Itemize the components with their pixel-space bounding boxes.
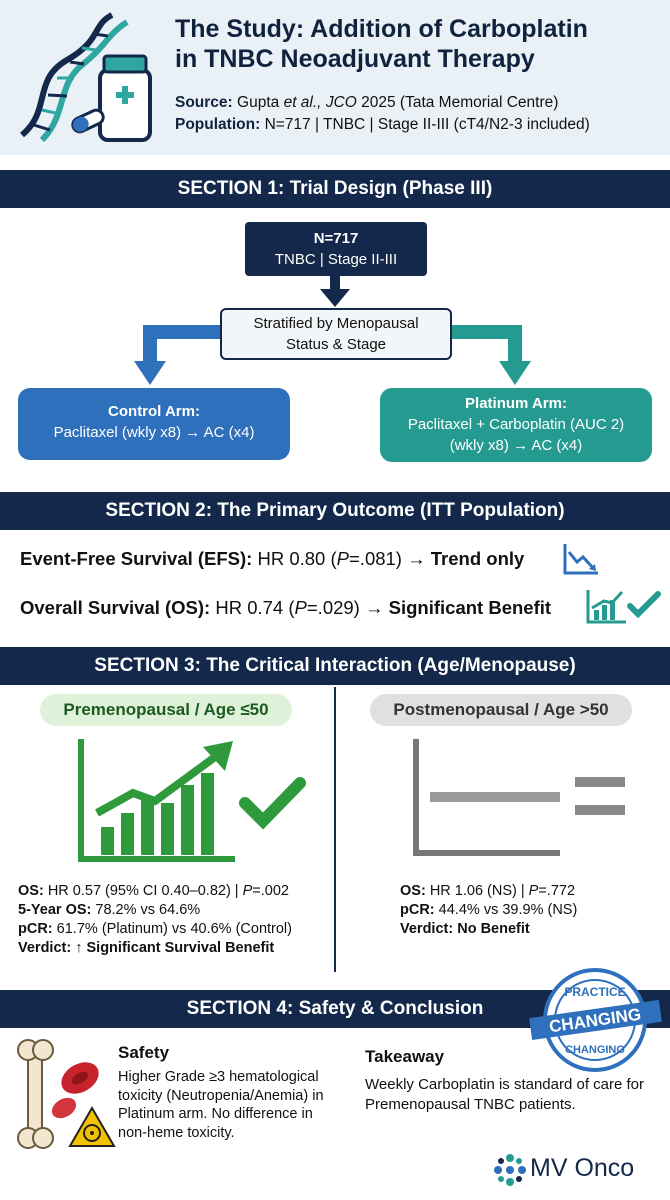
- platinum-arm-regimen-1: Paclitaxel + Carboplatin (AUC 2): [407, 416, 625, 433]
- bone-icon: [18, 1040, 53, 1148]
- stamp-bottom-text: CHANGING: [565, 1044, 625, 1056]
- source-authors: Gupta: [237, 94, 280, 111]
- post-os-p: P: [528, 883, 539, 899]
- mv-onco-logo-icon: [492, 1152, 528, 1188]
- premenopausal-stats: [18, 882, 292, 958]
- section3-title: SECTION 3: The Critical Interaction (Age/Menopause): [0, 647, 670, 685]
- pre-os-line: [18, 882, 292, 901]
- pre-verdict-line: [18, 939, 292, 958]
- strat-line-1: Stratified by Menopausal: [253, 315, 419, 332]
- pre-os-value-b: =.002: [252, 883, 289, 899]
- os-label: Overall Survival (OS):: [20, 597, 211, 618]
- page-title: [175, 14, 665, 74]
- flat-chart-equal-icon: [410, 735, 635, 860]
- pre-os5-value: 78.2% vs 64.6%: [95, 902, 201, 918]
- postmenopausal-pill: Postmenopausal / Age >50: [370, 694, 632, 726]
- source-line: [175, 92, 590, 114]
- source-journal: JCO: [325, 94, 357, 111]
- efs-label: Event-Free Survival (EFS):: [20, 548, 253, 569]
- enrollment-count: N=717: [313, 230, 359, 247]
- premenopausal-pill: Premenopausal / Age ≤50: [40, 694, 292, 726]
- control-arm-title: Control Arm:: [108, 403, 200, 420]
- post-os-label: OS:: [400, 883, 426, 899]
- post-pcr-label: pCR:: [400, 902, 435, 918]
- post-pcr-value: 44.4% vs 39.9% (NS): [438, 902, 578, 918]
- header: [0, 0, 670, 155]
- pre-os5-line: [18, 901, 292, 920]
- panel-divider: [334, 687, 336, 972]
- section4-title: SECTION 4: Safety & Conclusion: [0, 990, 670, 1028]
- pre-os5-label: 5-Year OS:: [18, 902, 92, 918]
- dna-medicine-illustration: [12, 10, 162, 145]
- title-line-2: in TNBC Neoadjuvant Therapy: [175, 45, 535, 73]
- post-verdict-value: No Benefit: [457, 921, 530, 937]
- biohazard-warning-icon: [70, 1108, 114, 1146]
- os-p-symbol: P: [294, 597, 307, 618]
- down-arrow-icon: [320, 275, 350, 307]
- safety-title: Safety: [118, 1043, 170, 1062]
- population-value: N=717 | TNBC | Stage II-III (cT4/N2-3 included): [264, 116, 590, 133]
- control-arm-box: [18, 388, 290, 460]
- efs-verdict: Trend only: [430, 548, 525, 569]
- postmenopausal-stats: [400, 882, 577, 939]
- red-blood-cell-icon: [48, 1056, 104, 1122]
- platinum-arm-title: Platinum Arm:: [465, 395, 567, 412]
- enrollment-box: [245, 222, 427, 276]
- efs-p-symbol: P: [336, 548, 349, 569]
- post-verdict-line: [400, 920, 577, 939]
- stratification-box: [220, 308, 452, 360]
- strat-line-2: Status & Stage: [285, 336, 387, 353]
- source-rest: 2025 (Tata Memorial Centre): [361, 94, 559, 111]
- os-hr: HR 0.74 (: [215, 597, 295, 618]
- os-p-value: =.029) →: [306, 597, 384, 618]
- pre-verdict-label: Verdict:: [18, 940, 72, 956]
- efs-hr: HR 0.80 (: [257, 548, 337, 569]
- os-verdict: Significant Benefit: [388, 597, 552, 618]
- source-etal: et al.,: [283, 94, 322, 111]
- source-label: Source:: [175, 94, 233, 111]
- control-arm-regimen: Paclitaxel (wkly x8) → AC (x4): [53, 424, 255, 441]
- pre-pcr-value: 61.7% (Platinum) vs 40.6% (Control): [56, 921, 292, 937]
- brand-name: MV Onco: [530, 1154, 635, 1182]
- bone-blood-hazard-illustration: [12, 1038, 122, 1150]
- pre-pcr-line: [18, 920, 292, 939]
- post-os-line: [400, 882, 577, 901]
- platinum-arm-box: [380, 388, 652, 462]
- post-pcr-line: [400, 901, 577, 920]
- title-line-1: The Study: Addition of Carboplatin: [175, 15, 588, 43]
- left-branch-arrow-icon: [134, 332, 220, 385]
- takeaway-title: Takeaway: [365, 1047, 445, 1066]
- enrollment-criteria: TNBC | Stage II-III: [274, 251, 398, 268]
- safety-text: Higher Grade ≥3 hematological toxicity (Neutropenia/Anemia) in Platinum arm. No difference in non-heme toxicity.: [118, 1069, 324, 1141]
- pre-os-p: P: [242, 883, 253, 899]
- study-meta: [175, 92, 590, 136]
- platinum-arm-regimen-2: (wkly x8) → AC (x4): [449, 437, 583, 454]
- post-verdict-label: Verdict:: [400, 921, 454, 937]
- stamp-middle-text: CHANGING: [547, 1004, 643, 1037]
- growth-chart-check-icon: [75, 735, 310, 865]
- stamp-top-text: PRACTICE: [564, 985, 626, 999]
- declining-trend-icon: [562, 542, 600, 576]
- efs-p-value: =.081) →: [349, 548, 426, 569]
- os-outcome: [20, 597, 551, 619]
- section2-title: SECTION 2: The Primary Outcome (ITT Population): [0, 492, 670, 530]
- takeaway-text: Weekly Carboplatin is standard of care for Premenopausal TNBC patients.: [365, 1076, 645, 1113]
- pre-os-value-a: HR 0.57 (95% CI 0.40–0.82) |: [47, 883, 239, 899]
- population-label: Population:: [175, 116, 261, 133]
- pre-verdict-value: ↑ Significant Survival Benefit: [75, 940, 275, 956]
- section1-title: SECTION 1: Trial Design (Phase III): [0, 170, 670, 208]
- right-branch-arrow-icon: [452, 332, 531, 385]
- post-os-value-a: HR 1.06 (NS) |: [429, 883, 525, 899]
- rising-chart-check-icon: [586, 588, 662, 624]
- pre-os-label: OS:: [18, 883, 44, 899]
- medicine-bottle-icon: [100, 56, 150, 140]
- population-line: [175, 114, 590, 136]
- practice-changing-stamp: [528, 965, 663, 1075]
- efs-outcome: [20, 548, 524, 570]
- pre-pcr-label: pCR:: [18, 921, 53, 937]
- post-os-value-b: =.772: [538, 883, 576, 899]
